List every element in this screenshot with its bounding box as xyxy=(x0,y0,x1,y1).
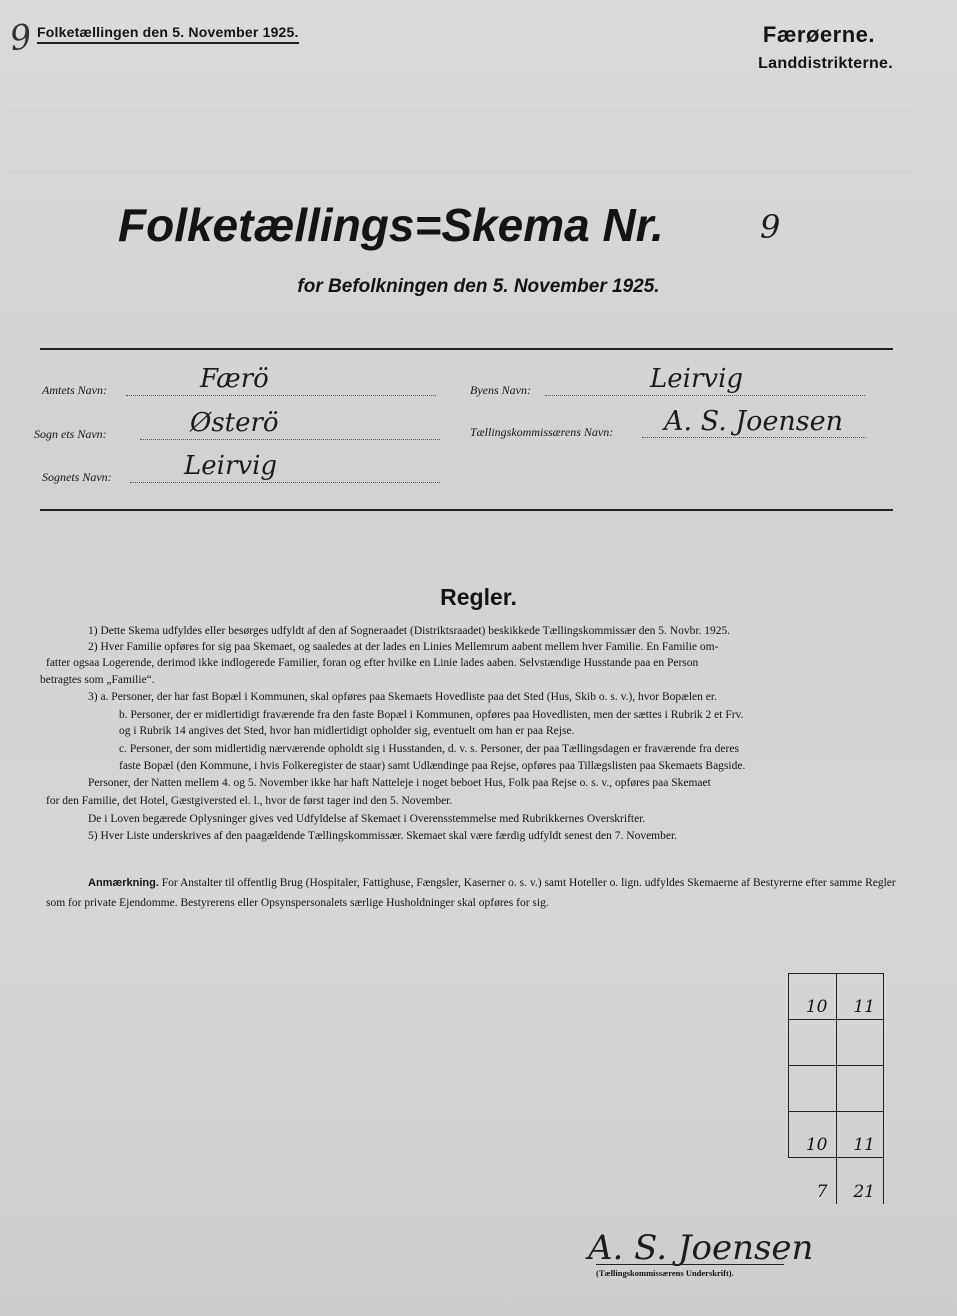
by-dotted-line xyxy=(545,395,865,396)
rule-line-10: Personer, der Natten mellem 4. og 5. November ikke har haft Natteleje i noget beboet Hus, Folk paa Rejse o. s. v., opføres paa Skemaet xyxy=(88,777,711,789)
tally-cell: 11 xyxy=(836,1112,884,1158)
sognets-value: Leirvig xyxy=(184,451,278,481)
sogn-dotted-line xyxy=(140,439,440,440)
tally-table xyxy=(788,973,884,1204)
sogn-value: Østerö xyxy=(190,408,279,438)
tally-cell xyxy=(789,1020,837,1066)
rule-line-11: for den Familie, det Hotel, Gæstgiversted el. l., hvor de først tager ind den 5. November. xyxy=(46,795,453,807)
bleed-through-mark xyxy=(10,110,910,172)
remark-text: For Anstalter til offentlig Brug (Hospitaler, Fattighuse, Fængsler, Kaserner o. s. v.) samt Hoteller o. lign. udfyldes Skemaerne af Bestyrerne efter samme Regler som for private Ejendomme. Bestyrerens eller Opsynspersonalets særlige Husholdninger skal opføres for sig. xyxy=(46,877,896,909)
rule-line-1: 1) Dette Skema udfyldes eller besørges udfyldt af den af Sogneraadet (Distriktsraadet) beskikkede Tællingskommissær den 5. Novbr. 1925. xyxy=(88,625,731,637)
rule-line-5: 3) a. Personer, der har fast Bopæl i Kommunen, skal opføres paa Skemaets Hovedliste paa det Sted (Hus, Skib o. s. v.), hvor Bopælen er. xyxy=(88,691,717,703)
region-title: Færøerne. xyxy=(762,22,875,47)
tally-cell xyxy=(789,1066,837,1112)
rule-line-13: 5) Hver Liste underskrives af den paagældende Tællingskommissær. Skemaet skal være færdig udfyldt senest den 7. November. xyxy=(88,830,678,842)
by-value: Leirvig xyxy=(650,364,744,394)
tally-cell xyxy=(836,1020,884,1066)
rule-line-6: b. Personer, der er midlertidigt fraværende fra den faste Bopæl i Kommunen, opføres paa Hovedlisten, men der sættes i Rubrik 2 et Frv. xyxy=(119,709,744,721)
divider-top xyxy=(40,348,893,350)
form-title: Folketællings=Skema Nr. xyxy=(118,199,664,251)
rule-line-3: fatter ogsaa Logerende, derimod ikke indlogerede Familier, foran og efter hvilke en Linie lades aaben. Selvstændige Husstande paa en Person xyxy=(46,657,699,669)
sognets-dotted-line xyxy=(130,482,440,483)
commissioner-signature: A. S. Joensen xyxy=(588,1228,814,1268)
kommissaer-dotted-line xyxy=(642,437,866,438)
rule-line-12: De i Loven begærede Oplysninger gives ved Udfyldelse af Skemaet i Overensstemmelse med Rubrikkernes Overskrifter. xyxy=(88,813,646,825)
subregion-title: Landdistrikterne. xyxy=(758,55,893,72)
corner-page-number: 9 xyxy=(7,16,35,60)
amt-label: Amtets Navn: xyxy=(42,383,107,397)
rule-line-4: betragtes som „Familie“. xyxy=(40,674,155,686)
tally-box xyxy=(788,973,884,1210)
tally-total-cell: 7 xyxy=(789,1158,837,1204)
rule-line-7: og i Rubrik 14 angives det Sted, hvor han midlertidigt opholder sig, eventuelt om han er paa Rejse. xyxy=(119,725,575,737)
tally-total-cell: 21 xyxy=(836,1158,884,1204)
by-label: Byens Navn: xyxy=(470,383,531,397)
signature-line xyxy=(596,1264,784,1265)
tally-cell xyxy=(836,1066,884,1112)
rule-line-8: c. Personer, der som midlertidig nærværende opholdt sig i Husstanden, d. v. s. Personer, der paa Tællingsdagen er fraværende fra deres xyxy=(119,743,739,755)
kommissaer-value: A. S. Joensen xyxy=(664,406,844,437)
sogn-label: Sogn ets Navn: xyxy=(34,427,107,441)
tally-cell: 11 xyxy=(836,974,884,1020)
tally-cell: 10 xyxy=(789,974,837,1020)
amt-dotted-line xyxy=(126,395,436,396)
rules-heading: Regler. xyxy=(440,584,517,610)
tally-cell: 10 xyxy=(789,1112,837,1158)
sognets-label: Sognets Navn: xyxy=(42,470,112,484)
signature-caption: (Tællingskommissærens Underskrift). xyxy=(596,1268,734,1278)
kommissaer-label: Tællingskommissærens Navn: xyxy=(470,425,614,439)
rule-line-2: 2) Hver Familie opføres for sig paa Skemaet, og saaledes at der lades en Linies Mellemrum aabent mellem hver Familie. En Familie om- xyxy=(88,641,719,653)
amt-value: Færö xyxy=(200,364,269,394)
divider-bottom xyxy=(40,509,893,511)
form-subtitle: for Befolkningen den 5. November 1925. xyxy=(297,276,660,297)
form-number-handwritten: 9 xyxy=(760,208,781,246)
census-date-label: Folketællingen den 5. November 1925. xyxy=(37,24,299,44)
remark-label: Anmærkning. xyxy=(88,877,159,889)
remark-paragraph xyxy=(46,873,898,913)
rule-line-9: faste Bopæl (den Kommune, i hvis Folkeregister de staar) samt Udlændinge paa Rejse, opføres paa Tillægslisten paa Skemaets Bagside. xyxy=(119,760,746,772)
